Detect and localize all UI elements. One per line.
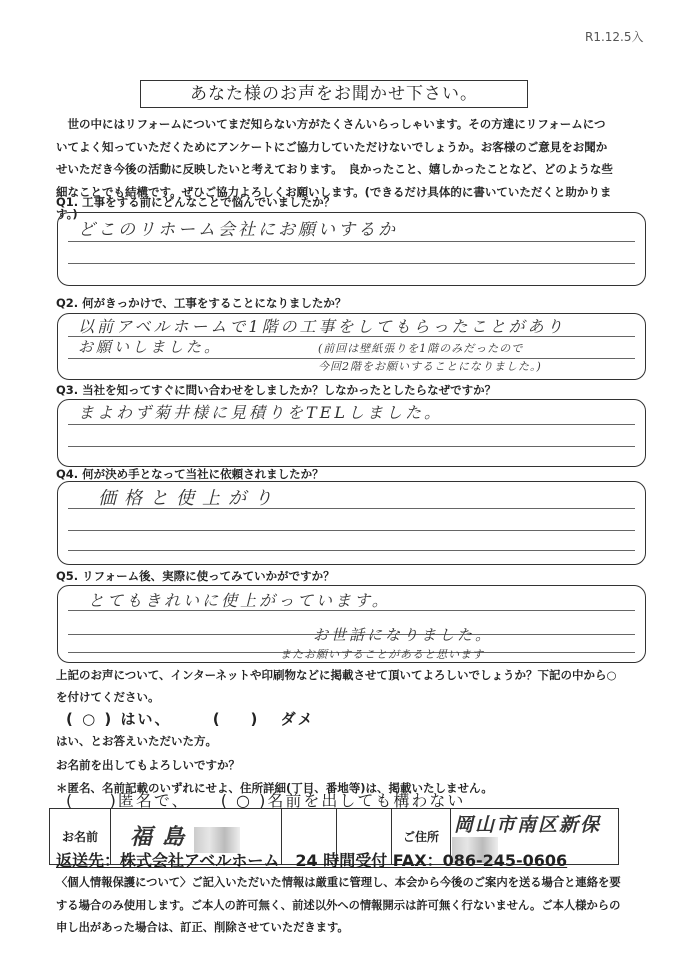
privacy-policy: 〈個人情報保護について〉ご記入いただいた情報は厳重に管理し、本会から今後のご案内を送る場合と連絡を要する場合のみ使用します。ご本人の許可無く、前述以外への情報開示は許可無く行ないません。ご本人様からの申し出があった場合は、訂正、削除させていただきます。 bbox=[56, 876, 621, 934]
publish-question: 上記のお声について、インターネットや印刷物などに掲載させて頂いてよろしいでしょうか？下記の中から○を付けてください。 bbox=[56, 668, 617, 704]
name-field[interactable]: 福島 bbox=[111, 809, 282, 865]
address-field[interactable]: 岡山市南区新保 bbox=[451, 809, 619, 865]
q1-answer-line: どこのリホーム会社にお願いするか bbox=[78, 220, 398, 240]
q5-answer-line: とてもきれいに使上がっています。 bbox=[88, 591, 391, 610]
yes-label: はい、 bbox=[120, 710, 172, 728]
q4-answer-box bbox=[57, 481, 646, 565]
yes-checkbox[interactable]: ( ○ ) bbox=[66, 710, 114, 728]
q2-answer-box bbox=[57, 313, 646, 380]
q2-answer-line: 今回2階をお願いすることになりました。) bbox=[318, 360, 542, 373]
followup-2: お名前を出してもよろしいですか？ bbox=[56, 758, 240, 772]
q1-answer-box bbox=[57, 212, 646, 286]
address-label: ご住所 bbox=[392, 809, 451, 865]
followup-1: はい、とお答えいただいた方。 bbox=[56, 734, 217, 748]
received-date-stamp: R1.12.5入 bbox=[585, 30, 644, 44]
q4-label: Q4. 何が決め手となって当社に依頼されましたか？ bbox=[56, 467, 324, 481]
q5-answer-line: お世話になりました。 bbox=[313, 626, 494, 644]
anonymous-label: 匿名で、 bbox=[117, 791, 190, 810]
named-label: 名前を出しても構わない bbox=[267, 791, 466, 810]
anonymous-checkbox[interactable]: ( ) bbox=[66, 791, 118, 810]
named-checkbox[interactable]: ( ○ ) bbox=[220, 791, 268, 810]
q5-answer-line: またお願いすることがあると思います bbox=[280, 648, 484, 661]
return-address: 返送先：株式会社アベルホーム 24 時間受付 FAX：086-245-0606 bbox=[56, 851, 568, 870]
intro-paragraph: 世の中にはリフォームについてまだ知らない方がたくさんいらっしゃいます。その方達にリフォームについてよく知っていただくためにアンケートにご協力していただけないでしょうか。お客様のご意見をお聞かせいただき今後の活動に反映したいと考えております。 良かったこと、嬉しかったことなど、どのような些細なことでも結構です。ぜひご協力よろしくお願いします。(できるだけ具体的に書いていただくと助かります。) bbox=[56, 117, 613, 221]
q3-answer-line: まよわず菊井様に見積りをTELしました。 bbox=[78, 403, 443, 422]
q2-answer-line: 以前アベルホームで1階の工事をしてもらったことがあり bbox=[78, 317, 566, 336]
q2-answer-line: (前回は壁紙張りを1階のみだったので bbox=[318, 342, 524, 355]
no-checkbox[interactable]: ( ) bbox=[212, 710, 260, 728]
publish-options bbox=[66, 708, 315, 729]
page-title: あなた様のお声をお聞かせ下さい。 bbox=[140, 80, 528, 108]
q5-label: Q5. リフォーム後、実際に使ってみていかがですか？ bbox=[56, 569, 335, 583]
q5-answer-box bbox=[57, 585, 646, 663]
no-label: ダメ bbox=[280, 710, 315, 728]
q3-label: Q3. 当社を知ってすぐに問い合わせをしましたか？しなかったとしたらなぜですか？ bbox=[56, 383, 497, 397]
q1-label: Q1. 工事をする前にどんなことで悩んでいましたか？ bbox=[56, 195, 336, 209]
q4-answer-line: 価格と使上がり bbox=[98, 488, 280, 509]
name-label: お名前 bbox=[50, 809, 111, 865]
privacy-note: ＊匿名、名前記載のいずれにせよ、住所詳細(丁目、番地等)は、掲載いたしません。 bbox=[56, 781, 493, 795]
q3-answer-box bbox=[57, 399, 646, 467]
q2-label: Q2. 何がきっかけで、工事をすることになりましたか？ bbox=[56, 296, 347, 310]
q2-answer-line: お願いしました。 bbox=[78, 338, 223, 356]
